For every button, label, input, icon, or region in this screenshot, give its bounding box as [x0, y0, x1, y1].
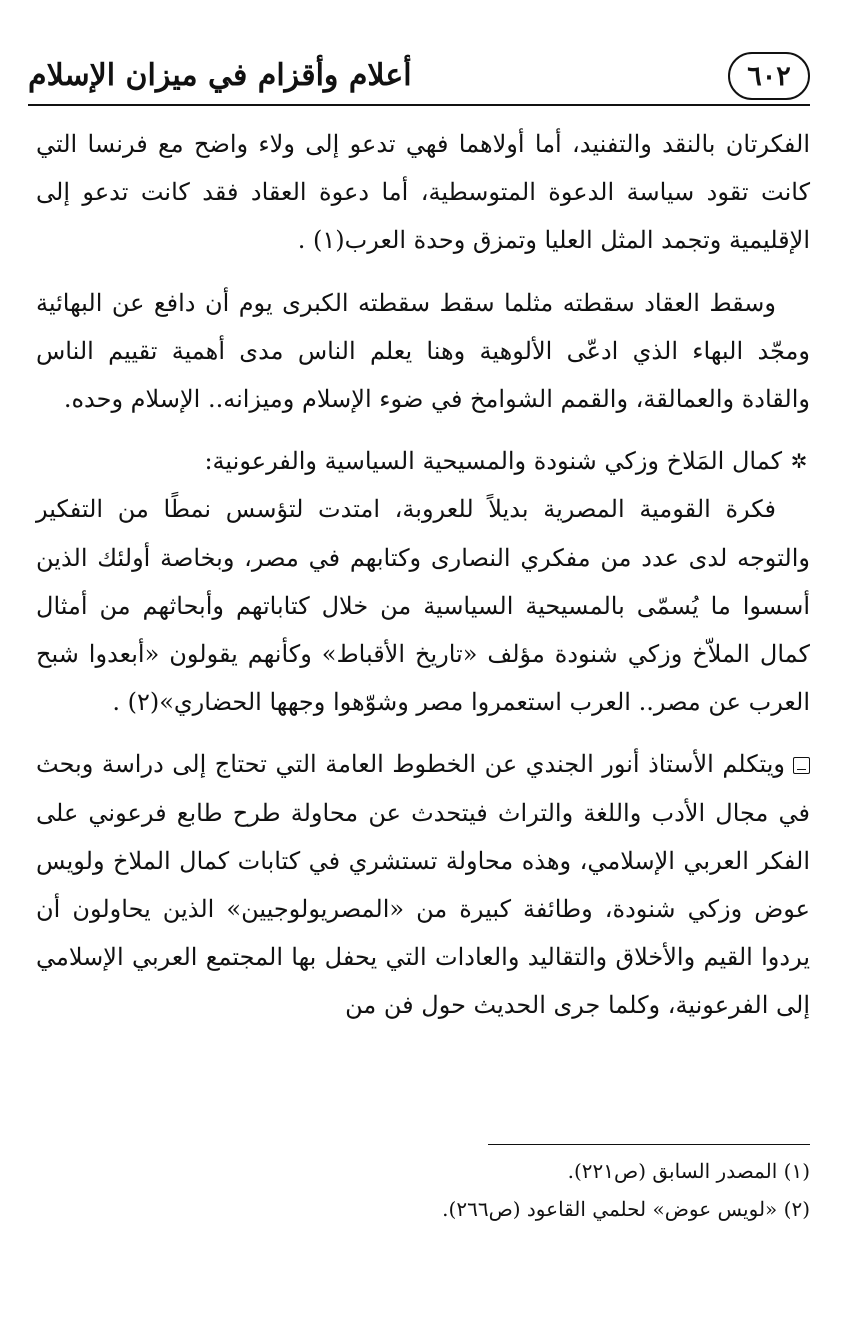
body-text: [36, 120, 810, 1030]
footnote-2: (٢) «لويس عوض» لحلمي القاعود (ص٢٦٦).: [442, 1197, 810, 1221]
header-rule: [28, 104, 810, 106]
asterisk-ornament-icon: ✲: [790, 449, 808, 474]
book-title: أعلام وأقزام في ميزان الإسلام: [28, 58, 412, 93]
section-heading-text: كمال المَلاخ وزكي شنودة والمسيحية السياسية والفرعونية:: [204, 447, 782, 476]
page-number-badge: ٦٠٢: [728, 52, 810, 100]
footnotes: [36, 1152, 810, 1228]
section-heading: [36, 437, 810, 485]
footnote-1: (١) المصدر السابق (ص٢٢١).: [567, 1159, 810, 1183]
paragraph-2: وسقط العقاد سقطته مثلما سقط سقطته الكبرى يوم أن دافع عن البهائية ومجّد البهاء الذي ادعّى الألوهية وهنا يعلم الناس مدى أهمية تقييم الناس والقادة والعمالقة، والقمم الشوامخ في ضوء الإسلام وميزانه.. الإسلام وحده.: [36, 288, 810, 414]
paragraph-1: الفكرتان بالنقد والتفنيد، أما أولاهما فهي تدعو إلى ولاء واضح مع فرنسا التي كانت تقود سياسة الدعوة المتوسطية، أما دعوة العقاد فقد كانت تدعو إلى الإقليمية وتجمد المثل العليا وتمزق وحدة العرب(١) .: [36, 130, 810, 255]
box-bullet-icon: [793, 757, 810, 774]
paragraph-4: [36, 740, 810, 1029]
footnote-rule: [488, 1144, 810, 1145]
running-header: [28, 50, 810, 110]
paragraph-4-text: ويتكلم الأستاذ أنور الجندي عن الخطوط العامة التي تحتاج إلى دراسة وبحث في مجال الأدب واللغة والتراث فيتحدث عن محاولة طرح طابع فرعوني على الفكر العربي الإسلامي، وهذه محاولة تستشري في كتابات كمال الملاخ ولويس عوض وزكي شنودة، وطائفة كبيرة من «المصريولوجيين» الذين يحاولون أن يردوا القيم والأخلاق والتقاليد والعادات التي يحفل بها المجتمع العربي الإسلامي إلى الفرعونية، وكلما جرى الحديث حول فن من: [36, 750, 810, 1020]
paragraph-3: فكرة القومية المصرية بديلاً للعروبة، امتدت لتؤسس نمطًا من التفكير والتوجه لدى عدد من مفكري النصارى وكتابهم في مصر، وبخاصة أولئك الذين أسسوا ما يُسمّى بالمسيحية السياسية من خلال كتاباتهم وأبحاثهم من أمثال كمال الملاّخ وزكي شنودة مؤلف «تاريخ الأقباط» وكأنهم يقولون «أبعدوا شبح العرب عن مصر.. العرب استعمروا مصر وشوّهوا وجهها الحضاري»(٢) .: [36, 495, 810, 717]
